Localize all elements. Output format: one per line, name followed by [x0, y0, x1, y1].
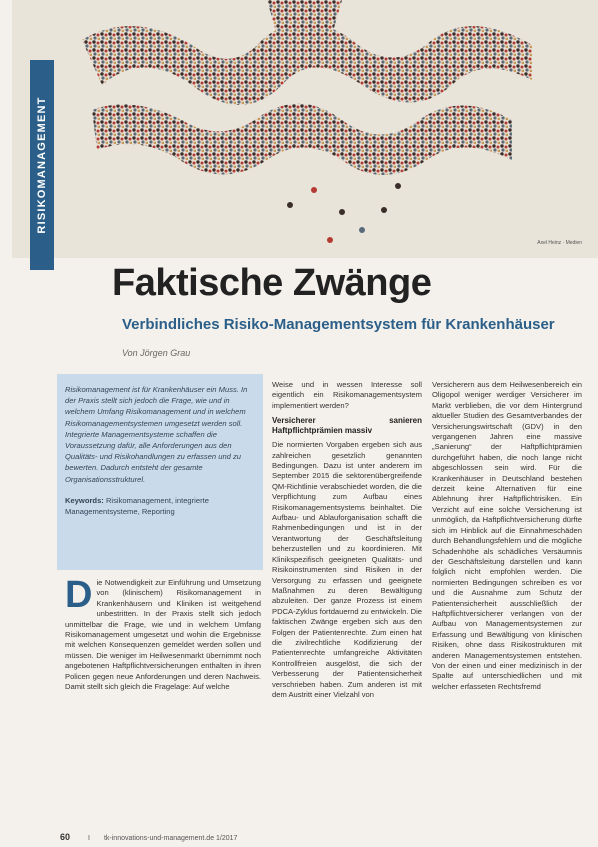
column-1 — [65, 574, 261, 692]
column-1-text: ie Notwendigkeit zur Einführung und Umsetzung von (klinischem) Risikomanagement in Krankenhäusern und Kliniken ist weitgehend unbestritten. In der Praxis stellt sich jedoch unmittelbar die Frage, wie und in welchem Umfang Risikomanagement umgesetzt und wohin die Ergebnisse mit welchen Konsequenzen gemeldet werden sollen und müssen. Die weniger im Heilwesenmarkt übernimmt noch angebotenen Haftpflichtversicherungen enthalten in ihren Policen gegen neue Anforderungen und deren Nachweis. Damit stellt sich gleich die Fragelage: Auf welche — [65, 578, 261, 692]
article-subtitle: Verbindliches Risiko-Managementsystem für Krankenhäuser — [122, 316, 555, 333]
photo-credit: Axel Heinz · Medien — [537, 240, 582, 246]
page-number: 60 — [60, 832, 71, 842]
keywords — [65, 495, 255, 517]
drop-cap: D — [65, 574, 93, 616]
section-heading: Versicherer sanieren Haftpflichtprämien massiv — [272, 416, 422, 436]
page-footer — [60, 832, 237, 842]
footer-url: tk-innovations-und-management.de 1/2017 — [103, 835, 238, 842]
section-label: RISIKOMANAGEMENT — [36, 96, 48, 234]
column-3 — [432, 380, 582, 692]
article-title: Faktische Zwänge — [112, 262, 432, 304]
abstract-text: Risikomanagement ist für Krankenhäuser ein Muss. In der Praxis stellt sich jedoch die Frage, wie und in welchem Umfang Risikomanagement und in welchem Risikomanagementsystemen umgesetzt werden soll. Integrierte Managementsysteme schaffen die Voraussetzung dafür, alle Anforderungen aus den Qualitäts- und Risikohandlungen zu erfassen und zu bewerten. Dadurch entsteht der gesamte Organisationsstrukturel. — [65, 385, 248, 484]
keywords-label: Keywords: — [65, 495, 104, 505]
footer-separator: I — [88, 835, 90, 842]
column-2 — [272, 380, 422, 700]
crowd-illustration — [12, 0, 598, 258]
section-sidebar — [30, 60, 54, 270]
abstract-box — [57, 374, 263, 570]
article-author: Von Jörgen Grau — [122, 348, 191, 358]
keywords-value: Risikomanagement, integrierte Managementsysteme, Reporting — [65, 495, 209, 517]
column-2-text: Die normierten Vorgaben ergeben sich aus zahlreichen gesetzlich genannten Bedingungen. Dazu ist unter anderem im September 2015 die sektorenübergreifende QM-Richtlinie verabschiedet worden, die die Verpflichtung zum Aufbau eines Risikomanagementsystems beinhaltet. Die Aufbau- und Ablauforganisation schafft die Rahmenbedingungen und ist in der Verantwortung der Geschäftsleitung beherzustellen und zu koordinieren. Mit Klinikspezifisch geeigneten Qualitäts- und Risikoinstrumenten sind Risiken in der Versorgung zu erfassen und geeignete Maßnahmen zu deren Bewältigung abzuleiten. Der ganze Prozess ist einem PDCA-Zyklus fortdauernd zu entwickeln. Die faktischen Zwänge ergeben sich aus den Folgen der Patientenrechte. Zum einen hat die zivilrechtliche Kodifizierung der Patientenrechte umfangreiche Aktivitäten Kontrollfreien ausgelöst, die sich der Verbesserung der Patientensicherheit verschrieben haben. Zum anderen ist mit dem Austritt einer Vielzahl von — [272, 440, 422, 699]
column-2-intro: Weise und in wessen Interesse soll eigentlich ein Risikomanagementsystem implementiert werden? — [272, 380, 422, 410]
hero-photo-crowd-formation — [12, 0, 598, 258]
column-3-text: Versicherern aus dem Heilwesenbereich ein Oligopol weniger werdiger Versicherer im Markt verblieben, die vor dem Hintergrund aktueller Studien des Gesamtverbandes der Versicherungswirtschaft (GDV) in den vergangenen Jahren eine massive „Sanierung“ der Haftpflichtprämien durchgeführt haben, die noch lange nicht abgeschlossen sein wird. Für die Krankenhäuser in Deutschland bestehen derzeit keine Alternativen für eine Ablehnung ihrer Haftpflichtrisiken. Ein Verzicht auf eine solche Versicherung ist unmöglich, da Haftpflichtversicherung dürfte sich im Hinblick auf die Einnahmeschäden durch Behandlungsfehlern und die mögliche Schadenhöhe als schädliches Versäumnis der Geschäftsleitung darstellen und kann folglich nicht empfohlen werden. Die normierten Bedingungen schreiben es vor und die Ausnahme zum Schutz der Patientensicherheit ausschließlich der Haftpflichtversicherer verlangen von der Aufbau von Managementsystemen zur Erfassung und Bewältigung von klinischen Risiken, ohne dass Risikostrukturen mit anderen Managementsystemen entstehen. Von der einen und einer medizinisch in der Spalte auf unterschiedlichen und mit welcher erfasseten Rechtsfremd — [432, 380, 582, 691]
